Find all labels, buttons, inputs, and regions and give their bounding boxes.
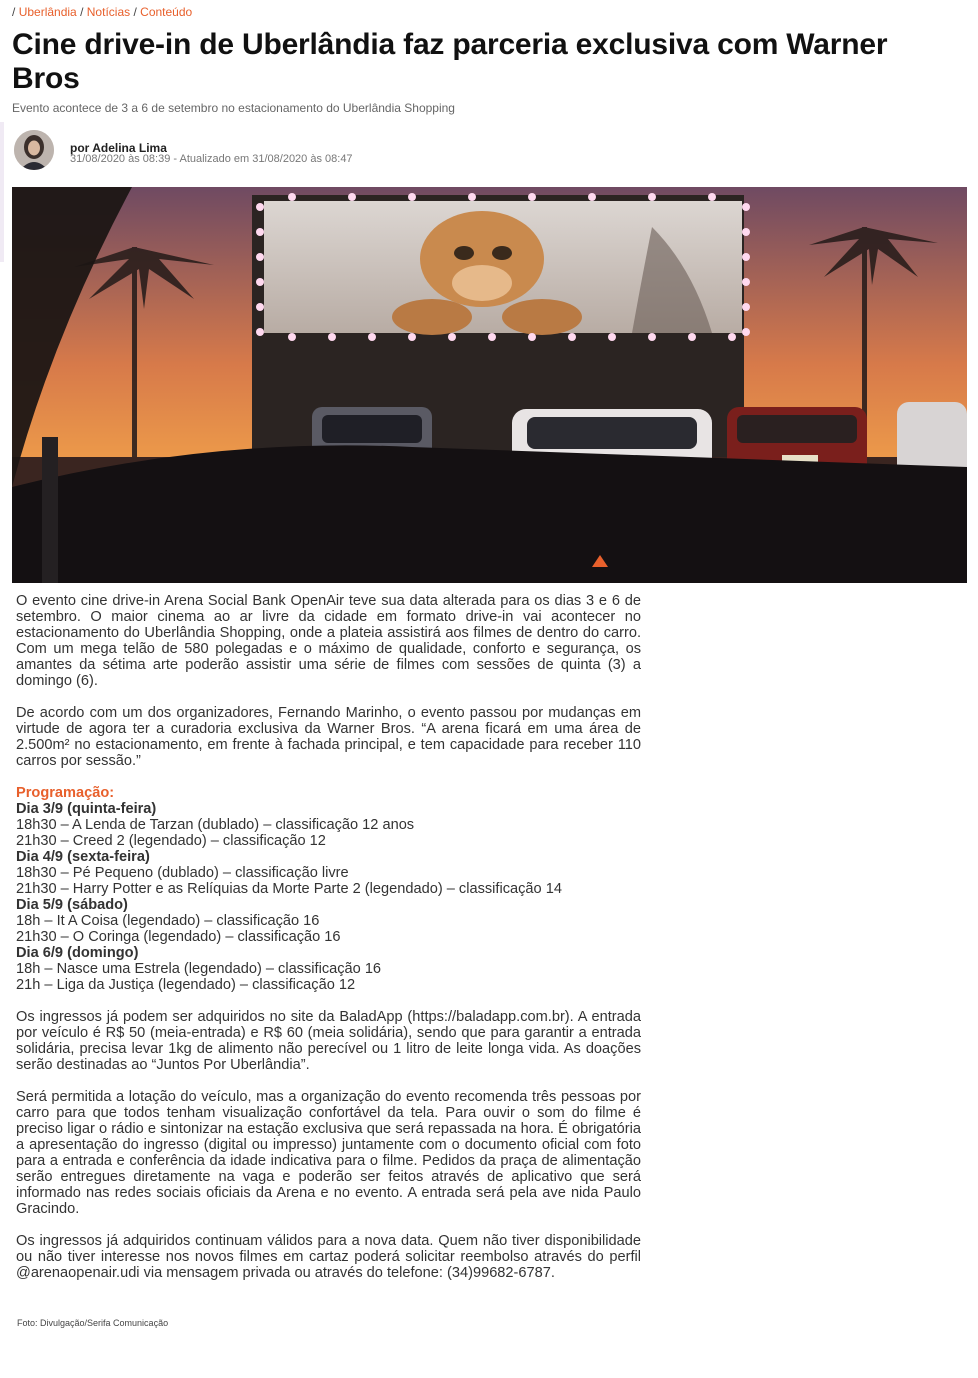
hero-image: [12, 187, 967, 583]
article-title: Cine drive-in de Uberlândia faz parceria exclusiva com Warner Bros: [12, 28, 888, 95]
schedule-session: 21h – Liga da Justiça (legendado) – classificação 12: [16, 977, 356, 993]
article-paragraph: O evento cine drive-in Arena Social Bank OpenAir teve sua data alterada para os dias 3 e 6 de setembro. O maior cinema ao ar livre da cidade em formato drive-in vai acontecer no estacionamento do Uberlândia Shopping, onde a plateia assistirá aos filmes de dentro do carro. Com um mega telão de 580 polegadas e o máximo de qualidade, conforto e segurança, os amantes da sétima arte poderão assistir uma série de filmes com sessões de quinta (3) a domingo (6).: [16, 593, 641, 689]
article-paragraph: Será permitida a lotação do veículo, mas a organização do evento recomenda três pessoas por carro para que todos tenham visualização confortável da tela. Para ouvir o som do filme é preciso ligar o rádio e sintonizar na estação exclusiva que será repassada na hora. É obrigatória a apresentação do ingresso (digital ou impresso) juntamente com o documento oficial com foto para a entrada e conferência da idade indicativa para o filme. Pedidos da praça de alimentação serão entregues diretamente na vaga e poderão ser feitos através de aplicativo que será informado nas redes sociais oficiais da Arena e no evento. A entrada será pela ave nida Paulo Gracindo.: [16, 1089, 641, 1217]
schedule-day: Dia 5/9 (sábado): [16, 897, 128, 913]
breadcrumb-separator: /: [80, 5, 84, 19]
article-paragraph: Os ingressos já podem ser adquiridos no site da BaladApp (https://baladapp.com.br). A entrada por veículo é R$ 50 (meia-entrada) e R$ 60 (meia solidária), sendo que para garantir a entrada solidária, precisa levar 1kg de alimento não perecível ou 1 litro de leite longa vida. As doações serão destinadas ao “Juntos Por Uberlândia”.: [16, 1009, 641, 1073]
schedule-session: 21h30 – O Coringa (legendado) – classificação 16: [16, 929, 341, 945]
drive-in-cinema-photo: [12, 187, 967, 583]
article-paragraph: Os ingressos já adquiridos continuam válidos para a nova data. Quem não tiver disponibilidade ou não tiver interesse nos novos filmes em cartaz poderá solicitar reembolso através do perfil @arenaopenair.udi via mensagem privada ou através do telefone: (34)99682-6787.: [16, 1233, 641, 1281]
side-decoration: [0, 122, 4, 262]
breadcrumb-link-uberlandia[interactable]: Uberlândia: [18, 5, 77, 19]
breadcrumb-separator: /: [133, 5, 137, 19]
schedule-session: 18h30 – Pé Pequeno (dublado) – classificação livre: [16, 865, 349, 881]
schedule-session: 18h – Nasce uma Estrela (legendado) – classificação 16: [16, 961, 382, 977]
article-body: [16, 593, 641, 1297]
breadcrumb-prefix: /: [12, 5, 16, 19]
breadcrumb-link-noticias[interactable]: Notícias: [86, 5, 131, 19]
schedule-heading: Programação:: [16, 785, 115, 801]
publish-dates: 31/08/2020 às 08:39 - Atualizado em 31/08/2020 às 08:47: [70, 153, 353, 165]
schedule-session: 21h30 – Creed 2 (legendado) – classificação 12: [16, 833, 326, 849]
schedule-day: Dia 4/9 (sexta-feira): [16, 849, 150, 865]
schedule-day: Dia 3/9 (quinta-feira): [16, 801, 157, 817]
photo-credit: Foto: Divulgação/Serifa Comunicação: [17, 1318, 169, 1328]
article-subtitle: Evento acontece de 3 a 6 de setembro no estacionamento do Uberlândia Shopping: [12, 101, 455, 115]
schedule-session: 18h – It A Coisa (legendado) – classificação 16: [16, 913, 320, 929]
schedule-session: 21h30 – Harry Potter e as Relíquias da Morte Parte 2 (legendado) – classificação 14: [16, 881, 562, 897]
schedule-section: [16, 785, 641, 993]
breadcrumb-link-conteudo[interactable]: Conteúdo: [140, 5, 193, 19]
schedule-session: 18h30 – A Lenda de Tarzan (dublado) – classificação 12 anos: [16, 817, 415, 833]
schedule-day: Dia 6/9 (domingo): [16, 945, 139, 961]
article-paragraph: De acordo com um dos organizadores, Fernando Marinho, o evento passou por mudanças em virtude de agora ter a curadoria exclusiva da Warner Bros. “A arena ficará em uma área de 2.500m² no estacionamento, em frente à fachada principal, e tem capacidade para receber 110 carros por sessão.”: [16, 705, 641, 769]
author-name[interactable]: por Adelina Lima: [70, 141, 167, 155]
author-photo: [14, 130, 54, 170]
breadcrumb: [12, 5, 192, 19]
author-avatar[interactable]: [14, 130, 54, 170]
